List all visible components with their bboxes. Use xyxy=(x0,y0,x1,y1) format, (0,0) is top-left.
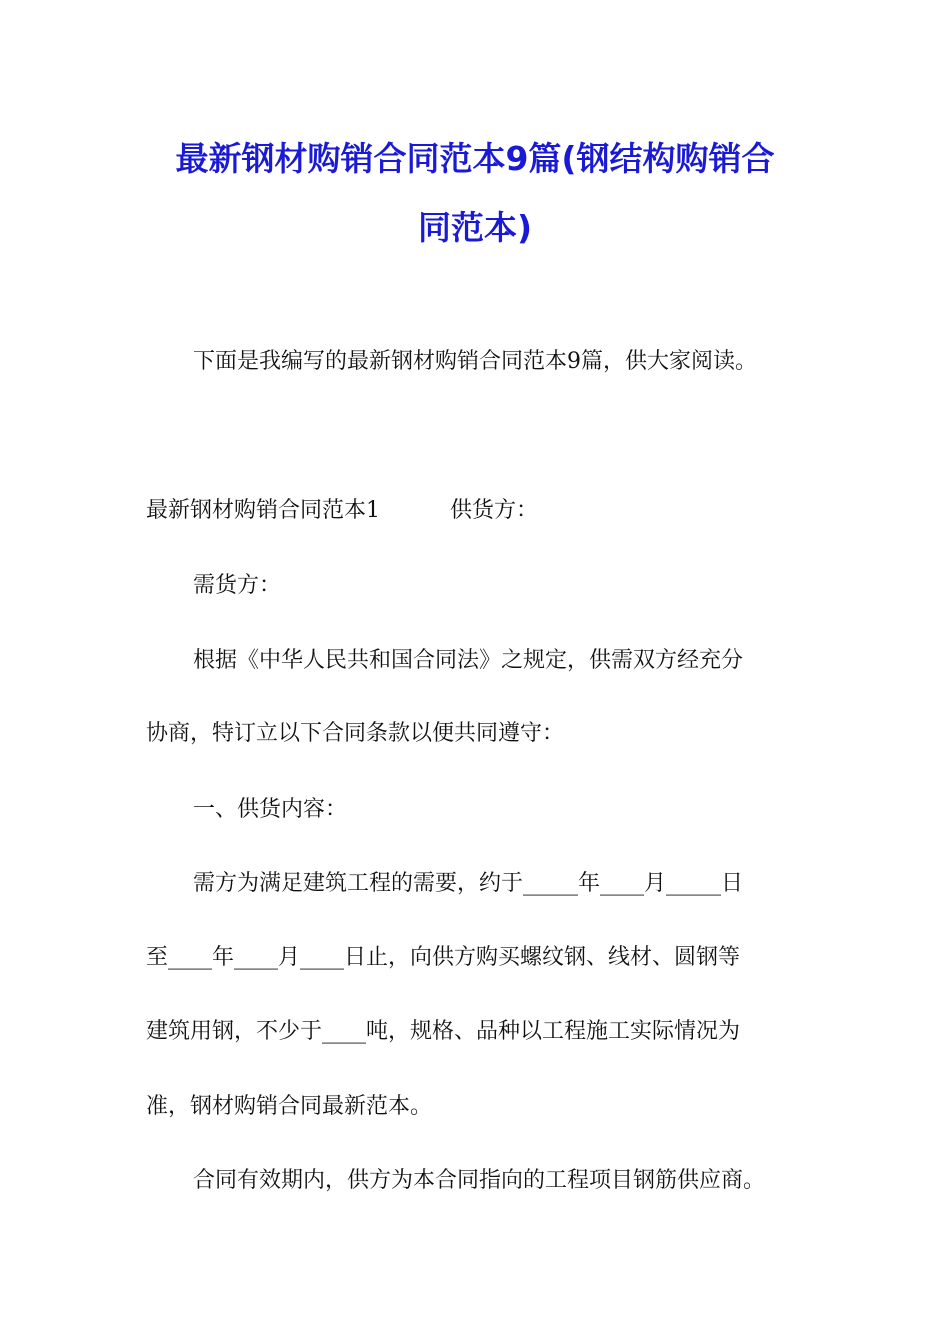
item-1-heading: 一、供货内容： xyxy=(193,797,348,822)
paragraph-3-line-1: 合同有效期内，供方为本合同指向的工程项目钢筋供应商。 xyxy=(193,1168,766,1193)
paragraph-2-line-4: 准，钢材购销合同最新范本。 xyxy=(146,1094,433,1119)
document-title-line-2: 同范本) xyxy=(417,208,533,247)
paragraph-1-line-2: 协商，特订立以下合同条款以便共同遵守： xyxy=(146,721,565,746)
paragraph-2-line-1: 需方为满足建筑工程的需要，约于_____年____月_____日 xyxy=(193,871,744,896)
paragraph-2-line-3: 建筑用钢，不少于____吨，规格、品种以工程施工实际情况为 xyxy=(146,1019,741,1044)
section-heading: 最新钢材购销合同范本1 xyxy=(146,498,380,523)
intro-paragraph: 下面是我编写的最新钢材购销合同范本9篇，供大家阅读。 xyxy=(193,349,757,374)
supplier-label: 供货方： xyxy=(450,498,539,523)
document-title-line-1: 最新钢材购销合同范本9篇(钢结构购销合 xyxy=(175,139,775,178)
paragraph-2-line-2: 至____年____月____日止，向供方购买螺纹钢、线材、圆钢等 xyxy=(146,945,741,970)
paragraph-1-line-1: 根据《中华人民共和国合同法》之规定，供需双方经充分 xyxy=(193,648,744,673)
buyer-label: 需货方： xyxy=(193,573,282,598)
